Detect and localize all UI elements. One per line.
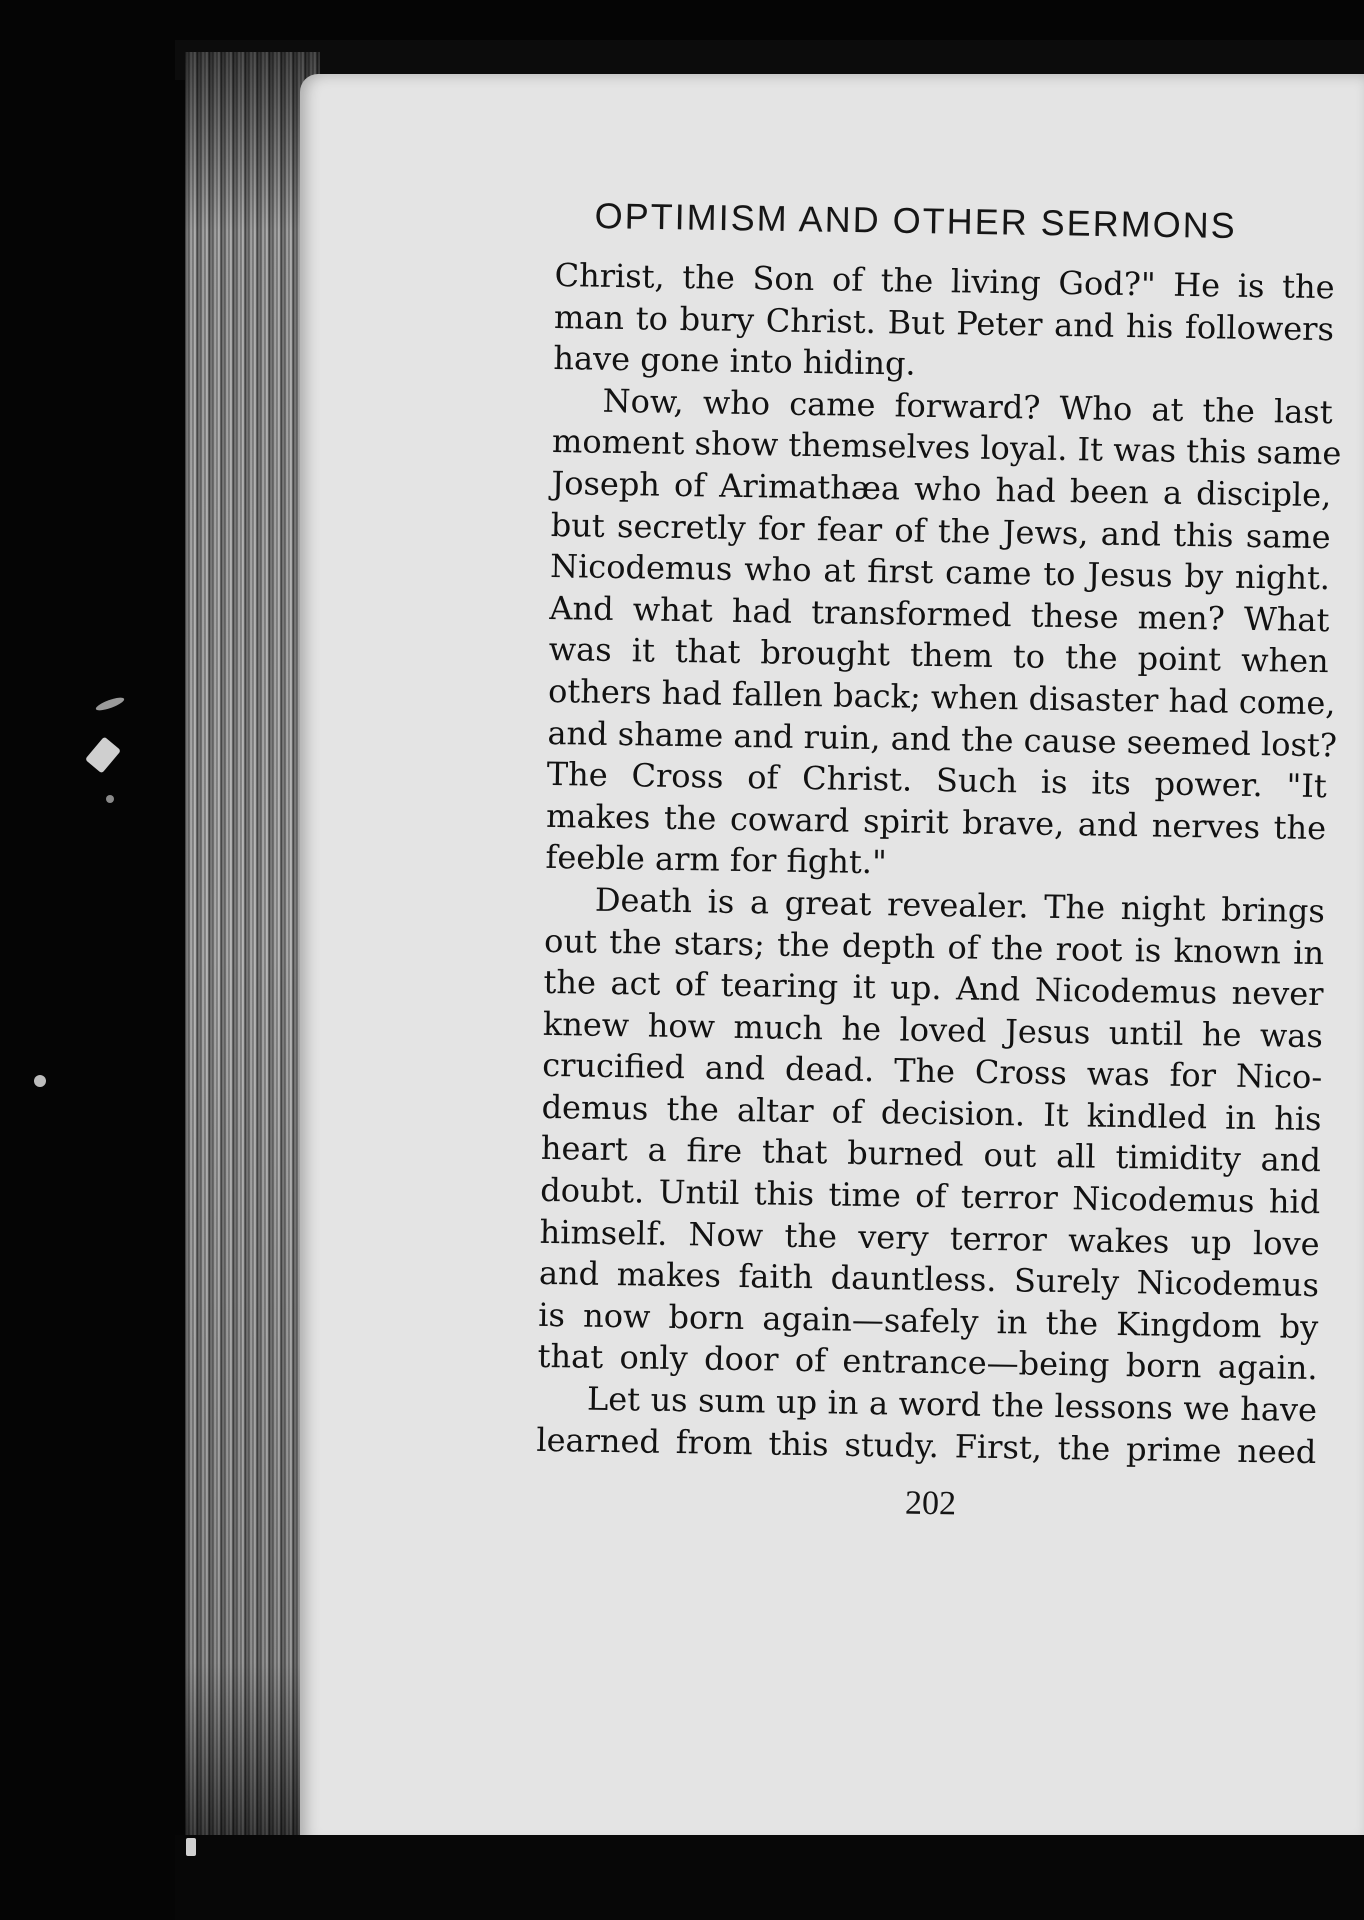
text-line: and shame and ruin, and the cause seemed lost? [547, 713, 1338, 764]
text-line: moment show themselves loyal. It was this same [551, 422, 1342, 473]
running-head: OPTIMISM AND OTHER SERMONS [594, 195, 1237, 247]
text-line: Christ, the Son of the living God?" He is the [554, 255, 1335, 307]
text-line: Nicodemus who at first came to Jesus by night. [549, 547, 1331, 598]
text-line: And what had transformed these men? What [549, 588, 1330, 639]
body-text [536, 255, 1342, 1473]
text-line: others had fallen back; when disaster had come, [547, 671, 1336, 723]
text-line: was it that brought them to the point when [548, 630, 1330, 681]
text-line: doubt. Until this time of terror Nicodemus hid [540, 1170, 1321, 1222]
text-line: himself. Now the very terror wakes up love [539, 1212, 1320, 1263]
text-line: heart a fire that burned out all timidity and [540, 1129, 1322, 1180]
text-line: The Cross of Christ. Such is its power. "It [546, 755, 1328, 806]
text-line: Now, who came forward? Who at the last [602, 381, 1333, 432]
text-line: feeble arm for fight." [545, 838, 887, 882]
text-line: knew how much he loved Jesus until he was [542, 1004, 1324, 1055]
text-line: is now born again—safely in the Kingdom by [538, 1295, 1319, 1346]
bottom-shadow [175, 1835, 1364, 1920]
text-line: and makes faith dauntless. Surely Nicodemus [538, 1254, 1320, 1305]
text-line: Death is a great revealer. The night brings [594, 880, 1326, 931]
text-line: that only door of entrance—being born again. [537, 1337, 1318, 1388]
text-line: Joseph of Arimathæa who had been a disciple, [551, 463, 1332, 515]
text-line: man to bury Christ. But Peter and his followers [553, 297, 1335, 348]
text-line: Let us sum up in a word the lessons we have [586, 1379, 1318, 1430]
text-line: learned from this study. First, the prime need [536, 1420, 1317, 1471]
text-line: have gone into hiding. [553, 339, 916, 383]
text-line: out the stars; the depth of the root is known in [543, 921, 1325, 972]
text-line: but secretly for fear of the Jews, and this same [550, 505, 1331, 556]
text-line: crucified and dead. The Cross was for Nico- [541, 1046, 1323, 1097]
page-number: 202 [904, 1484, 957, 1523]
text-line: demus the altar of decision. It kindled in his [541, 1087, 1322, 1139]
text-line: the act of tearing it up. And Nicodemus never [543, 963, 1324, 1014]
text-line: makes the coward spirit brave, and nerves the [545, 796, 1327, 847]
